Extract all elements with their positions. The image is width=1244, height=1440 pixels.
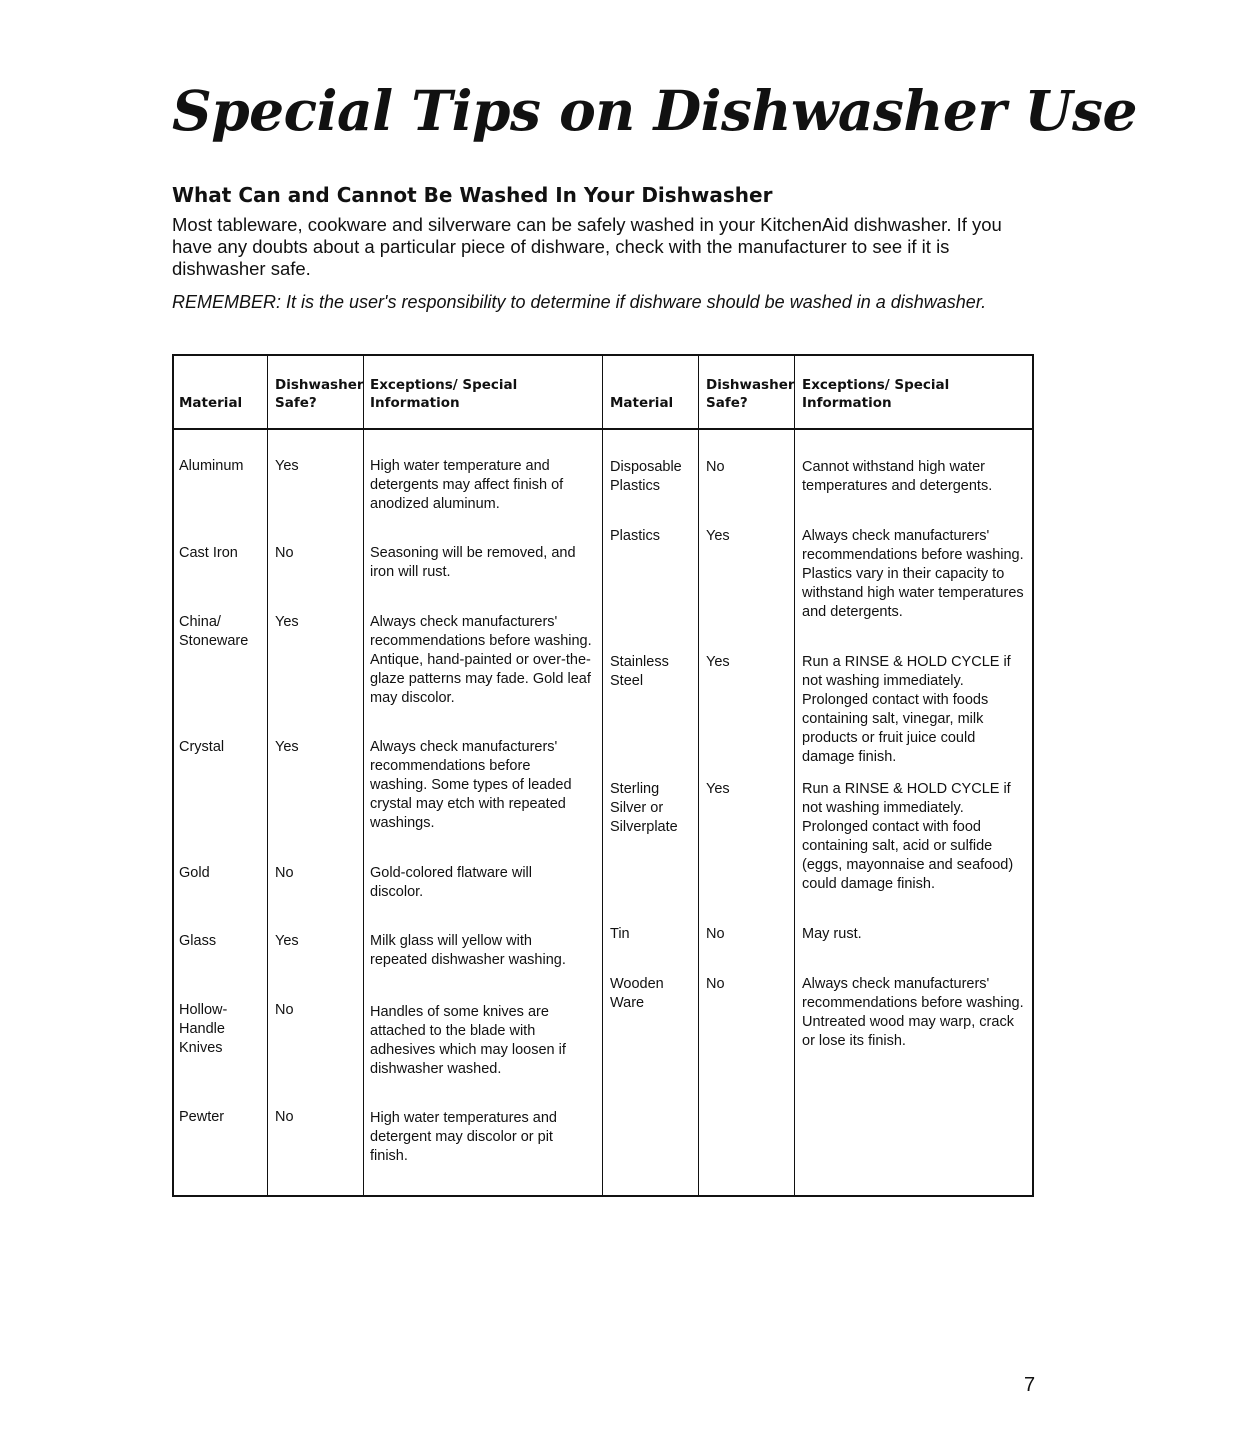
safe-cell: No xyxy=(706,976,725,992)
info-cell: Always check manufacturers' recommendations before washing. Some types of leaded crystal may etch with repeated washings. xyxy=(370,739,572,831)
safe-cell: No xyxy=(275,865,294,881)
material-cell: Stainless Steel xyxy=(610,654,669,689)
info-cell: Always check manufacturers' recommendations before washing. Antique, hand-painted or over-the-glaze patterns may fade. Gold leaf may discolor. xyxy=(370,614,592,706)
safe-cell: Yes xyxy=(275,933,299,949)
material-cell: Cast Iron xyxy=(179,545,238,561)
info-cell: High water temperature and detergents may affect finish of anodized aluminum. xyxy=(370,458,564,512)
info-cell: Handles of some knives are attached to the blade with adhesives which may loosen if dishwasher washed. xyxy=(370,1004,566,1077)
info-cell: High water temperatures and detergent may discolor or pit finish. xyxy=(370,1110,557,1164)
safe-cell: Yes xyxy=(275,458,299,474)
safe-cell: No xyxy=(706,926,725,942)
page-title: Special Tips on Dishwasher Use xyxy=(172,78,1137,143)
info-cell: Seasoning will be removed, and iron will rust. xyxy=(370,545,576,580)
section-heading: What Can and Cannot Be Washed In Your Dishwasher xyxy=(172,183,773,207)
material-cell: Disposable Plastics xyxy=(610,459,682,494)
info-cell: Cannot withstand high water temperatures and detergents. xyxy=(802,459,993,494)
safe-cell: No xyxy=(275,545,294,561)
column-divider xyxy=(267,356,268,1195)
header-safe: Dishwasher Safe? xyxy=(706,377,795,411)
safe-cell: Yes xyxy=(275,739,299,755)
column-divider xyxy=(698,356,699,1195)
info-cell: May rust. xyxy=(802,926,862,942)
material-cell: Hollow- Handle Knives xyxy=(179,1002,228,1056)
safe-cell: Yes xyxy=(706,528,730,544)
material-cell: Crystal xyxy=(179,739,225,755)
safe-cell: Yes xyxy=(275,614,299,630)
intro-paragraph: Most tableware, cookware and silverware can be safely washed in your KitchenAid dishwasher. If you have any doubts about a particular piece of dishware, check with the manufacturer to see if it is dishwasher safe. xyxy=(172,214,1002,279)
material-cell: Sterling Silver or Silverplate xyxy=(610,781,678,835)
safe-cell: No xyxy=(706,459,725,475)
safe-cell: Yes xyxy=(706,781,730,797)
materials-table xyxy=(172,354,1034,1197)
safe-cell: No xyxy=(275,1109,294,1125)
info-cell: Run a RINSE & HOLD CYCLE if not washing immediately. Prolonged contact with food containing salt, acid or sulfide (eggs, mayonnaise and seafood) could damage finish. xyxy=(802,781,1014,892)
header-info: Exceptions/ Special Information xyxy=(370,377,518,411)
remember-note: REMEMBER: It is the user's responsibility to determine if dishware should be washed in a dishwasher. xyxy=(172,292,987,312)
material-cell: Aluminum xyxy=(179,458,244,474)
header-material: Material xyxy=(179,395,243,411)
safe-cell: Yes xyxy=(706,654,730,670)
page-number: 7 xyxy=(1024,1374,1036,1396)
info-cell: Run a RINSE & HOLD CYCLE if not washing immediately. Prolonged contact with foods containing salt, vinegar, milk products or fruit juice could damage finish. xyxy=(802,654,1011,765)
material-cell: Pewter xyxy=(179,1109,225,1125)
header-info: Exceptions/ Special Information xyxy=(802,377,950,411)
material-cell: Glass xyxy=(179,933,217,949)
safe-cell: No xyxy=(275,1002,294,1018)
header-divider xyxy=(174,428,1032,430)
material-cell: Wooden Ware xyxy=(610,976,664,1011)
column-divider xyxy=(363,356,364,1195)
column-divider xyxy=(602,356,603,1195)
material-cell: Tin xyxy=(610,926,630,942)
info-cell: Always check manufacturers' recommendations before washing. Plastics vary in their capacity to withstand high water temperatures and detergents. xyxy=(802,528,1024,620)
material-cell: China/ Stoneware xyxy=(179,614,249,649)
info-cell: Milk glass will yellow with repeated dishwasher washing. xyxy=(370,933,566,968)
header-material: Material xyxy=(610,395,674,411)
material-cell: Gold xyxy=(179,865,210,881)
info-cell: Gold-colored flatware will discolor. xyxy=(370,865,532,900)
header-safe: Dishwasher Safe? xyxy=(275,377,364,411)
material-cell: Plastics xyxy=(610,528,660,544)
column-divider xyxy=(794,356,795,1195)
info-cell: Always check manufacturers' recommendations before washing. Untreated wood may warp, crack or lose its finish. xyxy=(802,976,1024,1049)
